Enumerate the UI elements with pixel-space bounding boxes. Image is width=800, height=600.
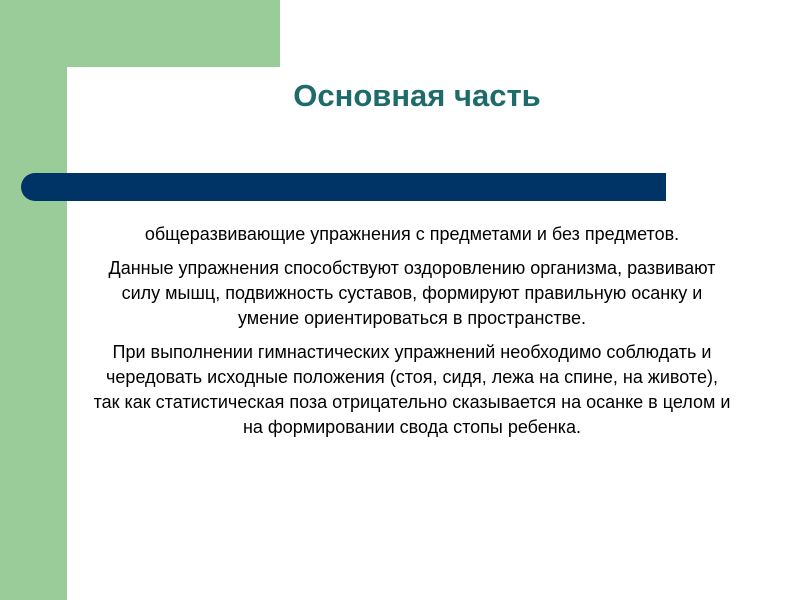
title-divider-bar — [21, 173, 666, 201]
top-green-block — [0, 0, 280, 67]
paragraph-benefits: Данные упражнения способствуют оздоровлению организма, развивают силу мышц, подвижность суставов, формируют правильную осанку и умение ориентироваться в пространстве. — [108, 258, 716, 328]
paragraph-intro: общеразвивающие упражнения с предметами и без предметов. — [144, 224, 680, 244]
left-green-stripe — [0, 0, 67, 600]
paragraph-positions: При выполнении гимнастических упражнений необходимо соблюдать и чередовать исходные положения (стоя, сидя, лежа на спине, на животе), так как статистическая поза отрицательно сказывается на осанке в целом и на формировании свода стопы ребенка. — [93, 342, 731, 437]
slide-title: Основная часть — [293, 78, 541, 113]
slide-body — [92, 222, 732, 449]
